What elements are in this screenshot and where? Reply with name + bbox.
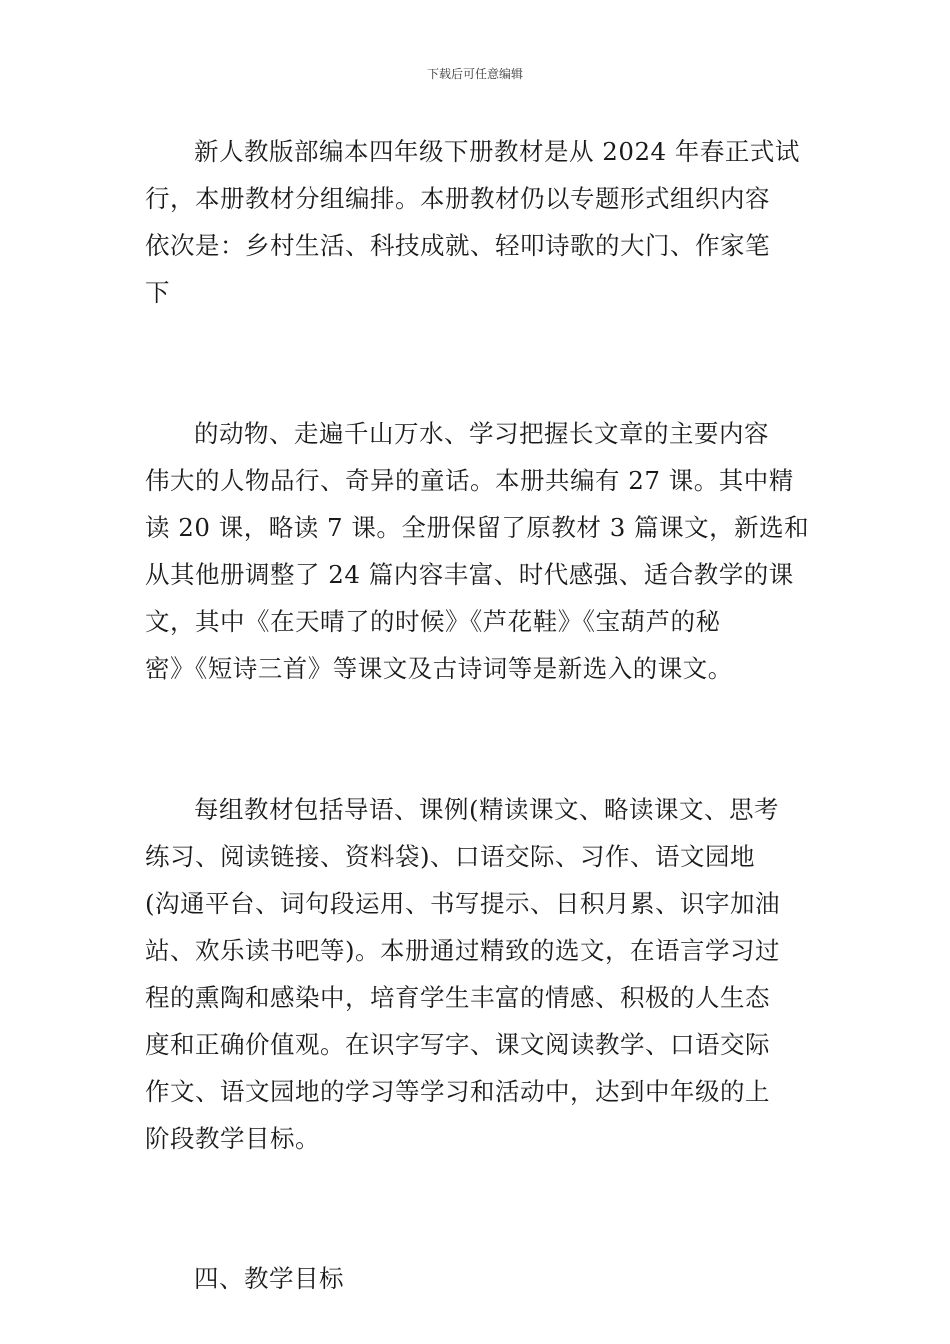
paragraph-line: 阶段教学目标。 <box>145 1124 320 1153</box>
paragraph-line: 每组教材包括导语、课例(精读课文、略读课文、思考 <box>194 795 780 824</box>
page-header-note: 下载后可任意编辑 <box>426 67 523 81</box>
paragraph-line: 练习、阅读链接、资料袋)、口语交际、习作、语文园地 <box>145 842 756 871</box>
paragraph-line: 程的熏陶和感染中，培育学生丰富的情感、积极的人生态 <box>145 983 770 1012</box>
paragraph-line: 站、欢乐读书吧等)。本册通过精致的选文，在语言学习过 <box>145 936 781 965</box>
paragraph-2 <box>145 410 810 692</box>
section-heading: 四、教学目标 <box>194 1264 344 1293</box>
paragraph-1 <box>145 128 807 316</box>
paragraph-line: 行，本册教材分组编排。本册教材仍以专题形式组织内容 <box>145 184 770 213</box>
paragraph-line: 新人教版部编本四年级下册教材是从 2024 年春正式试 <box>194 137 800 166</box>
paragraph-line: (沟通平台、词句段运用、书写提示、日积月累、识字加油 <box>145 889 781 918</box>
paragraph-line: 的动物、走遍千山万水、学习把握长文章的主要内容 <box>194 419 769 448</box>
paragraph-spacer <box>145 316 807 410</box>
paragraph-3 <box>145 786 807 1162</box>
paragraph-line: 从其他册调整了 24 篇内容丰富、时代感强、适合教学的课 <box>145 560 794 589</box>
paragraph-spacer <box>145 1162 807 1255</box>
paragraph-spacer <box>145 692 807 786</box>
paragraph-line: 伟大的人物品行、奇异的童话。本册共编有 27 课。其中精 <box>145 466 794 495</box>
paragraph-line: 读 20 课，略读 7 课。全册保留了原教材 3 篇课文，新选和 <box>145 513 810 542</box>
document-body <box>145 128 810 1302</box>
paragraph-line: 度和正确价值观。在识字写字、课文阅读教学、口语交际 <box>145 1030 770 1059</box>
paragraph-line: 作文、语文园地的学习等学习和活动中，达到中年级的上 <box>145 1077 770 1106</box>
paragraph-line: 下 <box>145 278 170 307</box>
paragraph-line: 依次是：乡村生活、科技成就、轻叩诗歌的大门、作家笔 <box>145 231 770 260</box>
paragraph-line: 密》《短诗三首》等课文及古诗词等是新选入的课文。 <box>145 654 733 683</box>
paragraph-line: 文，其中《在天晴了的时候》《芦花鞋》《宝葫芦的秘 <box>145 607 721 636</box>
